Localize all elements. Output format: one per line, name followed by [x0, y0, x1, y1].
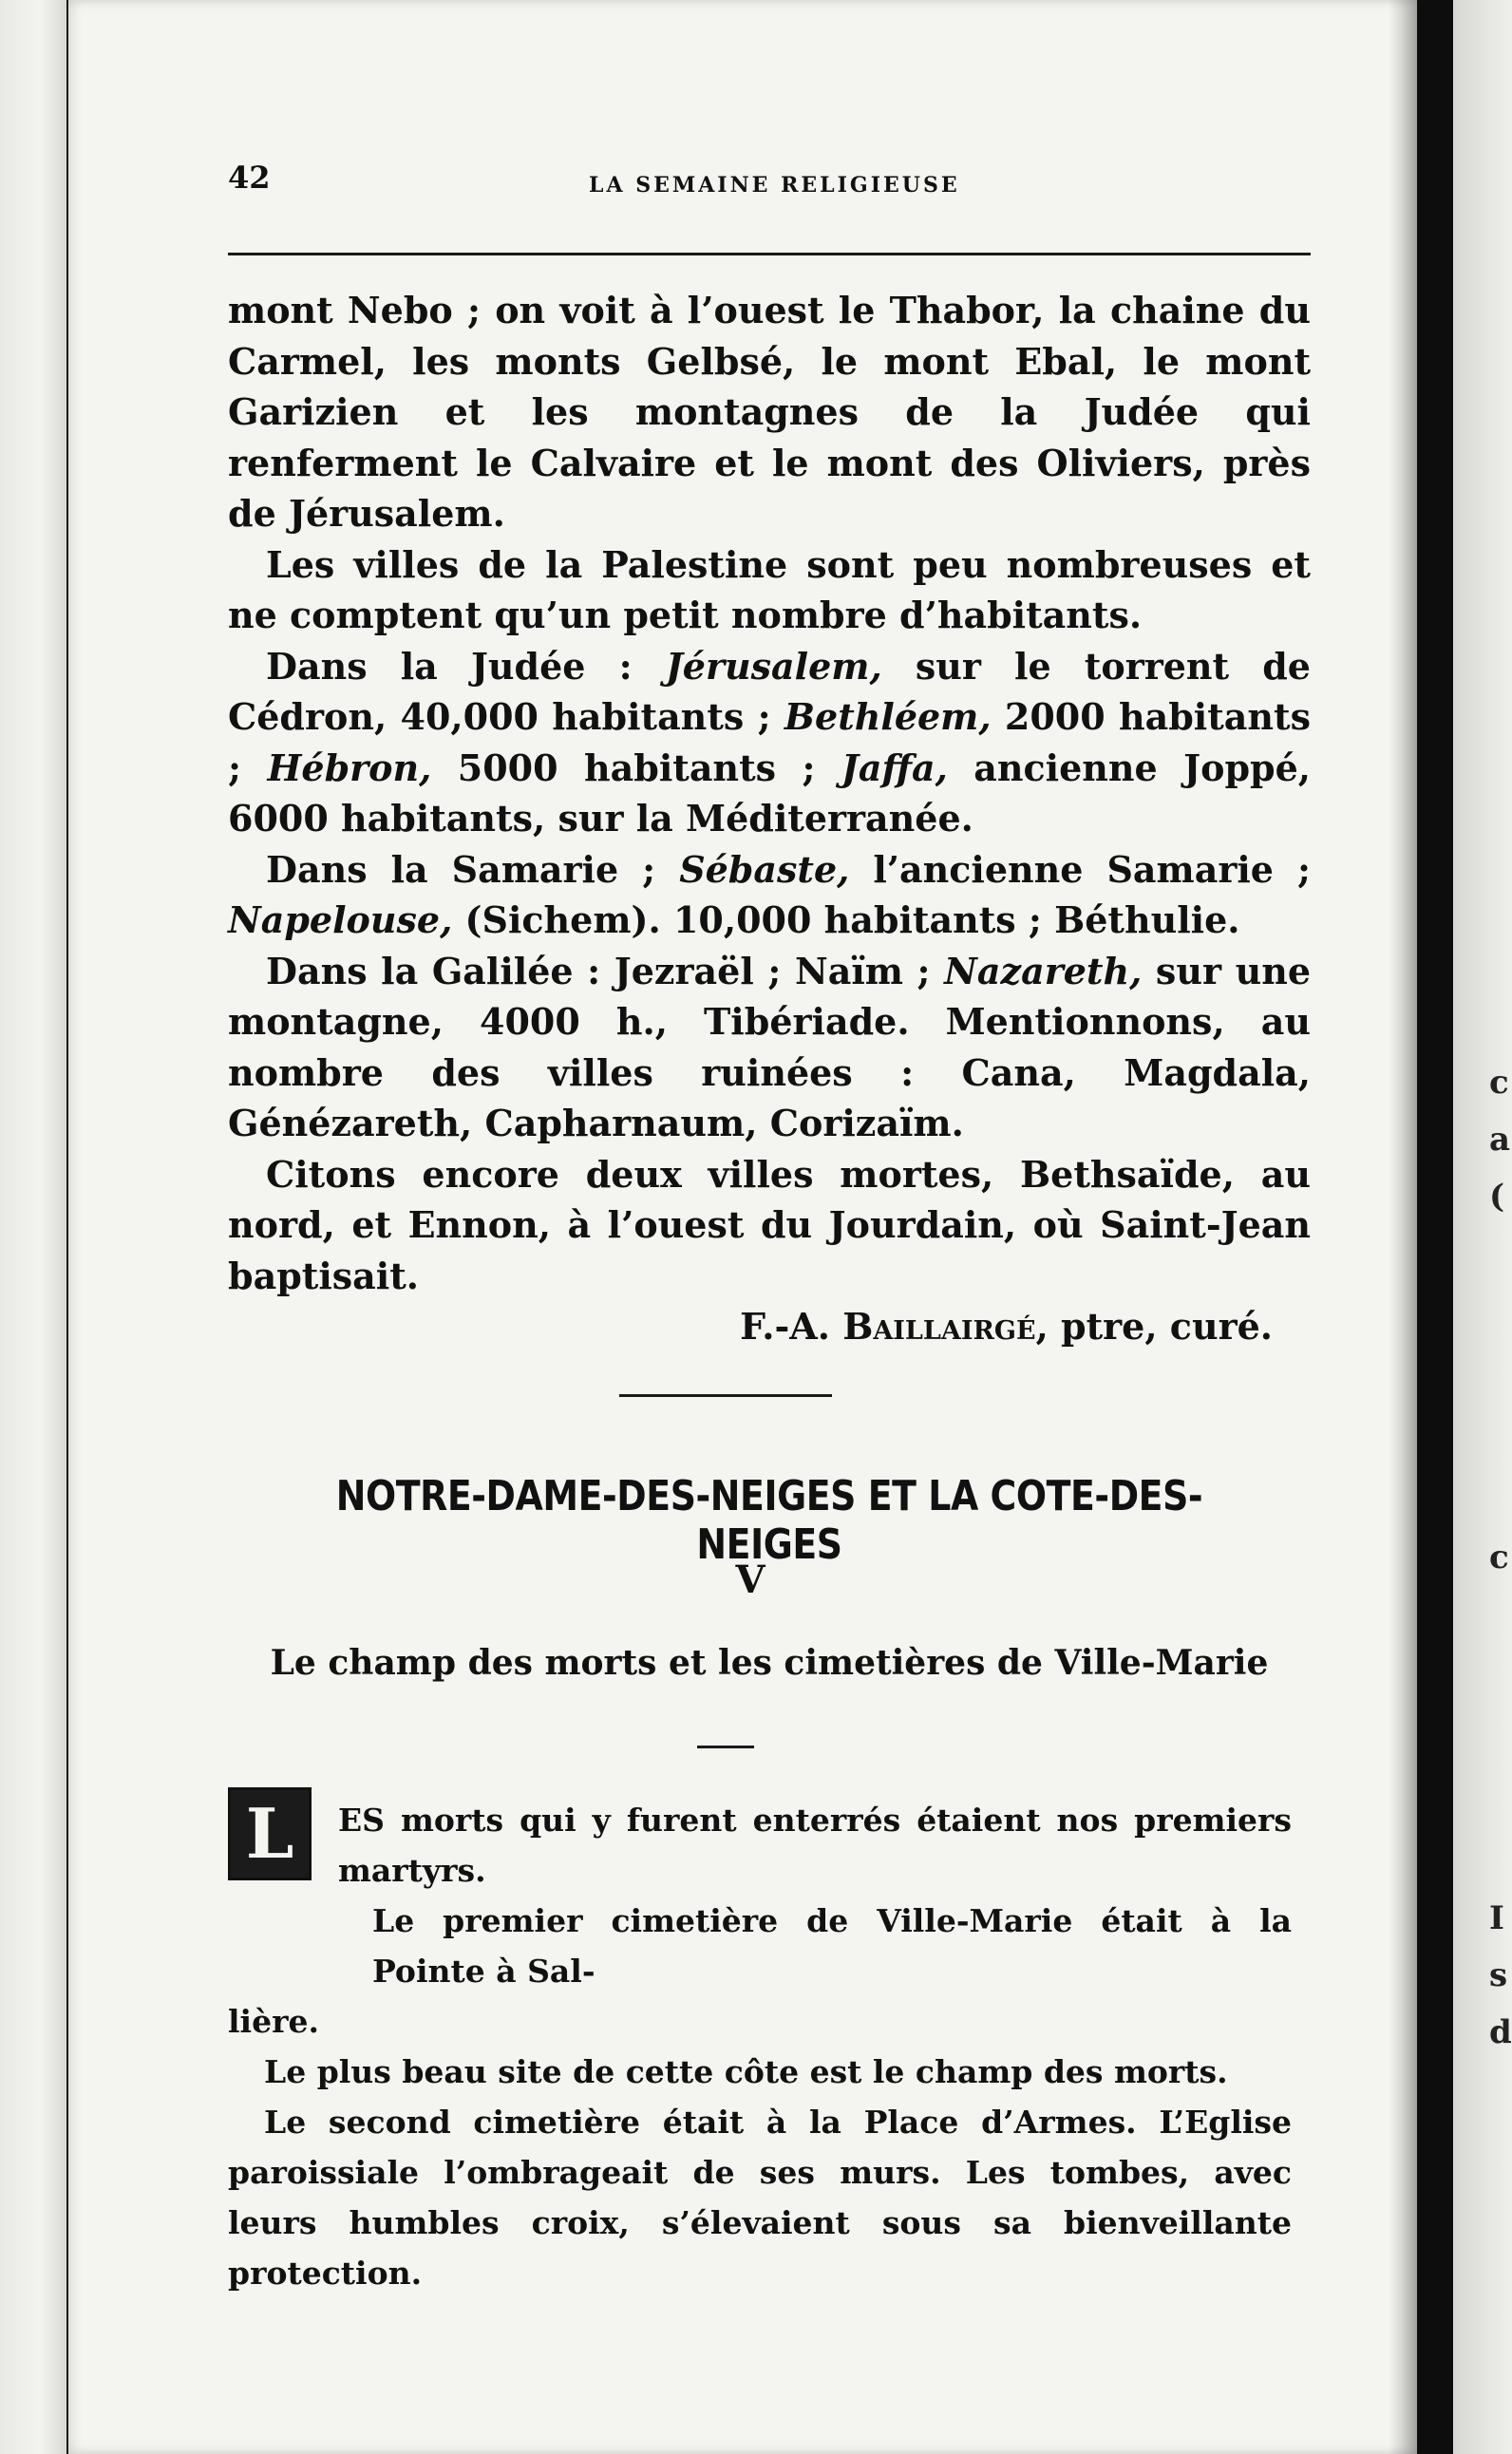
paragraph: [228, 641, 1311, 844]
paragraph: [228, 946, 1311, 1149]
chapter-title: Le champ des morts et les cimetières de Ville-Marie: [270, 1643, 1269, 1683]
chapter-number: V: [735, 1557, 765, 1602]
place-name: Napelouse,: [228, 898, 453, 941]
place-name: Bethléem,: [784, 695, 992, 738]
adjacent-page-fragment: (: [1489, 1178, 1505, 1216]
place-name: Jérusalem,: [665, 644, 882, 688]
text-run: Dans la Galilée : Jezraël ; Naïm ;: [266, 949, 945, 992]
text-line: Le premier cimetière de Ville-Marie était à la Pointe à Sal-: [372, 1902, 1292, 1990]
text-line: lière.: [228, 2003, 319, 2040]
signature-suffix: , ptre, curé.: [1035, 1305, 1273, 1348]
place-name: Sébaste,: [679, 847, 850, 891]
drop-cap-letter: L: [245, 1793, 294, 1874]
text-run: sur le torrent de Cédron, 40,000 habitants ;: [228, 644, 1311, 738]
adjacent-page-fragment: d: [1489, 2013, 1512, 2051]
text-run: l’ancienne Samarie ;: [849, 847, 1311, 891]
place-name: Nazareth,: [944, 949, 1143, 992]
adjacent-page-fragment: c: [1489, 1538, 1509, 1576]
section-title: NOTRE-DAME-DES-NEIGES ET LA COTE-DES-NEIGES: [335, 1472, 1203, 1569]
section-divider: [619, 1394, 832, 1397]
text-run: ancienne Joppé, 6000 habitants, sur la Méditerranée.: [228, 746, 1312, 840]
text-run: 2000 habitants ;: [228, 695, 1311, 789]
paragraph: mont Nebo ; on voit à l’ouest le Thabor, la chaine du Carmel, les monts Gelbsé, le mont Ebal, le mont Garizien et les montagnes de la Judée qui renferment le Calvaire et le mont des Oliviers, près de Jérusalem.: [228, 289, 1311, 535]
adjacent-page-fragment: a: [1489, 1121, 1511, 1159]
adjacent-page-fragment: c: [1489, 1064, 1509, 1102]
signature-initials: F.-A.: [740, 1305, 843, 1348]
header-rule: [228, 253, 1311, 255]
text-run: 5000 habitants ;: [431, 746, 841, 789]
running-title: LA SEMAINE RELIGIEUSE: [589, 173, 960, 198]
paragraph: Les villes de la Palestine sont peu nombreuses et ne comptent qu’un petit nombre d’habitants.: [228, 542, 1311, 636]
adjacent-page-fragment: I: [1489, 1899, 1504, 1937]
page-number: 42: [228, 160, 271, 196]
running-head: [228, 160, 1311, 207]
scan-left-edge: [0, 0, 66, 2454]
author-signature: [228, 1301, 1311, 1352]
text-run: Dans la Judée :: [266, 644, 666, 688]
adjacent-page-edge: [1453, 0, 1512, 2454]
text-run: sur une montagne, 4000 h., Tibériade. Mentionnons, au nombre des villes ruinées : Cana, Magdala, Génézareth, Capharnaum, Corizaïm.: [228, 949, 1311, 1144]
paragraph: Le second cimetière était à la Place d’Armes. L’Eglise paroissiale l’ombrageait de ses murs. Les tombes, avec leurs humbles croix, s’élevaient sous sa bienveillante protection.: [228, 2104, 1292, 2292]
text-run: (Sichem). 10,000 habitants ; Béthulie.: [452, 898, 1240, 941]
article-body: [228, 285, 1311, 1352]
paragraph: [228, 844, 1311, 946]
adjacent-page-fragment: s: [1489, 1956, 1508, 1994]
paragraph: Citons encore deux villes mortes, Bethsaïde, au nord, et Ennon, à l’ouest du Jourdain, où Saint-Jean baptisait.: [228, 1152, 1311, 1297]
signature-name: Baillairgé: [842, 1305, 1036, 1348]
text-run: Dans la Samarie ;: [266, 847, 680, 891]
place-name: Jaffa,: [841, 746, 948, 789]
page-gutter-shadow: [1389, 0, 1417, 2454]
place-name: Hébron,: [267, 746, 432, 789]
book-binding: [1417, 0, 1453, 2454]
chapter-body: [228, 1795, 1292, 2298]
chapter-divider: [697, 1746, 754, 1748]
text-line: ES morts qui y furent enterrés étaient nos premiers martyrs.: [338, 1802, 1292, 1889]
paragraph: Le plus beau site de cette côte est le champ des morts.: [264, 2053, 1228, 2090]
paragraph: [228, 1795, 1292, 2047]
